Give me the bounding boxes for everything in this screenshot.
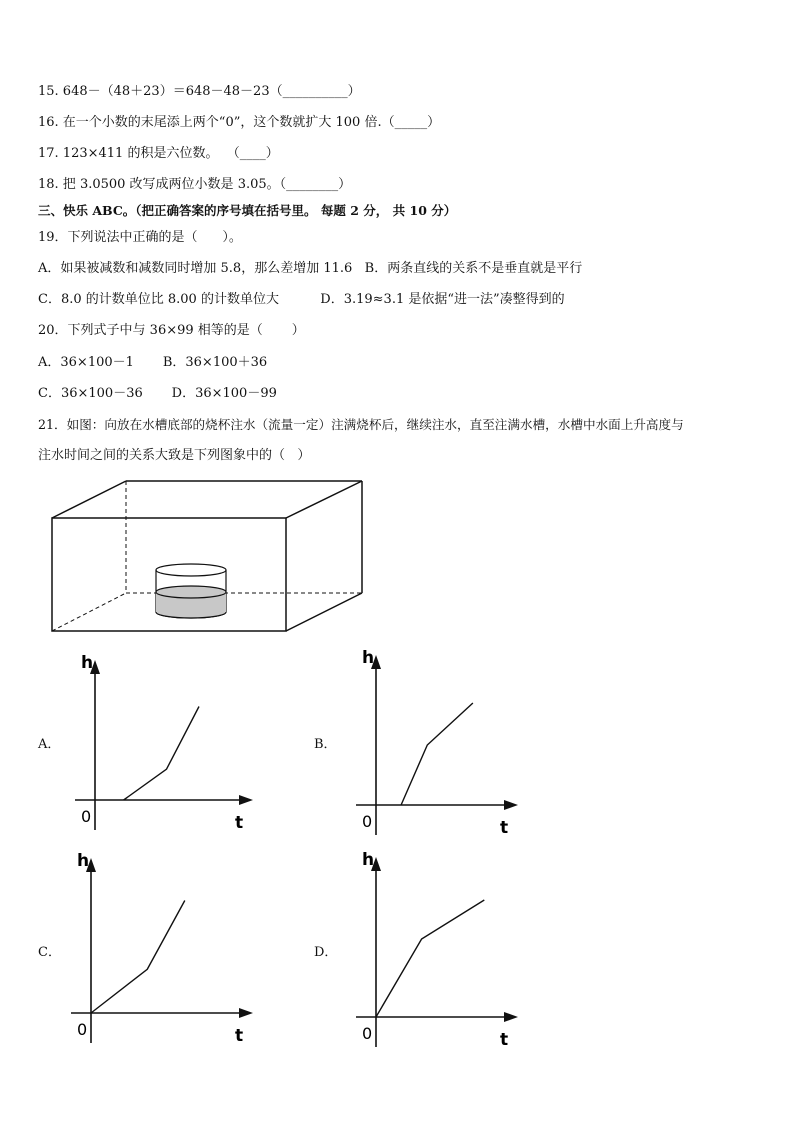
x-axis-label: t	[235, 813, 244, 833]
question-19: 19．下列说法中正确的是（ ）。	[38, 230, 242, 245]
y-axis-label: h	[362, 850, 375, 870]
question-16: 16. 在一个小数的末尾添上两个“0”，这个数就扩大 100 倍.（_____）	[38, 115, 441, 130]
y-axis-label: h	[362, 648, 375, 668]
x-axis-arrow	[504, 1012, 518, 1022]
x-axis-label: t	[500, 1030, 509, 1050]
graph-option-label: C．	[38, 945, 61, 960]
question-21-line-1: 21．如图：向放在水槽底部的烧杯注水（流量一定）注满烧杯后，继续注水，直至注满水槽，水槽中水面上升高度与	[38, 417, 684, 432]
origin-label: 0	[81, 807, 92, 826]
question-17: 17. 123×411 的积是六位数。 （____）	[38, 146, 279, 161]
question-20: 20．下列式子中与 36×99 相等的是（ ）	[38, 323, 305, 338]
graph-option-label: B．	[314, 737, 337, 752]
question-21-line-2: 注水时间之间的关系大致是下列图象中的（ ）	[38, 448, 311, 463]
question-19-options-cd: C．8.0 的计数单位比 8.00 的计数单位大 D．3.19≈3.1 是依据“进一法”凑整得到的	[38, 292, 565, 307]
question-18: 18. 把 3.0500 改写成两位小数是 3.05。（________）	[38, 177, 352, 192]
section-three-title: 三、快乐 ABC。（把正确答案的序号填在括号里。 每题 2 分， 共 10 分）	[38, 203, 457, 218]
question-15: 15. 648－（48＋23）＝648－48－23（__________）	[38, 84, 361, 99]
graph-option-label: D．	[314, 945, 338, 960]
x-axis-label: t	[500, 818, 509, 838]
origin-label: 0	[362, 812, 373, 831]
origin-label: 0	[77, 1020, 88, 1039]
x-axis-label: t	[235, 1026, 244, 1046]
question-20-options-ab: A．36×100－1 B．36×100＋36	[38, 355, 268, 370]
question-20-options-cd: C．36×100－36 D．36×100－99	[38, 386, 277, 401]
origin-label: 0	[362, 1024, 373, 1043]
height-time-line	[376, 900, 484, 1017]
graph-option-label: A．	[38, 737, 61, 752]
question-19-options-ab: A．如果被减数和减数同时增加 5.8，那么差增加 11.6 B．两条直线的关系不是垂直就是平行	[38, 261, 583, 276]
y-axis-label: h	[77, 851, 90, 871]
y-axis-label: h	[81, 653, 94, 673]
